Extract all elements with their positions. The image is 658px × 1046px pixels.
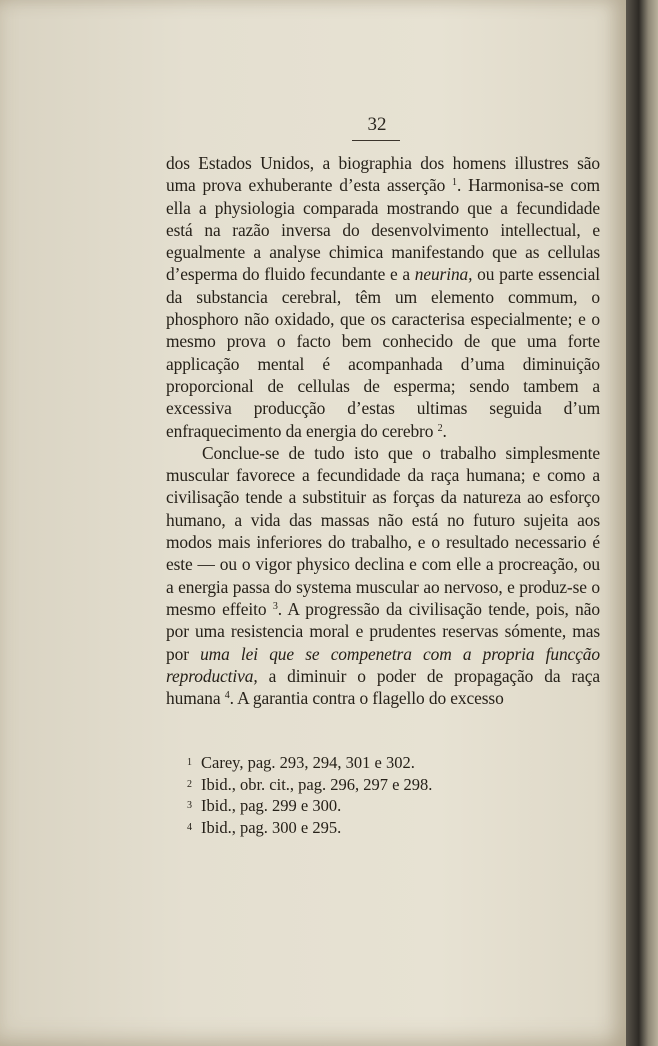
book-spine-edge [626, 0, 658, 1046]
footnote-text: Ibid., obr. cit., pag. 296, 297 e 298. [201, 774, 433, 794]
footnote-number: 1 [187, 757, 192, 768]
text-run: . [442, 420, 447, 441]
footnote-ref: 1 [452, 177, 457, 189]
footnote-ref: 3 [272, 600, 278, 612]
text-run: . A garantia contra o flagello do excesso [229, 688, 504, 709]
text-run: . A progressão da civilisação tende, pois, não por uma resistencia moral e prudentes reservas sómente, mas por [166, 598, 600, 664]
italic-text: neurina, [414, 264, 473, 285]
text-run: a diminuir o poder de propagação da raça humana [166, 665, 600, 709]
page-number: 32 [367, 114, 387, 135]
text-run: Conclue-se de tudo isto que o trabalho simplesmente muscular favorece a fecundidade da raça humana; e como a civilisação tende a substituir as forças da natureza ao esforço humano, a vida das massas não está no futuro sujeita aos modos mais inferiores do trabalho, e o resultado necessario é este — ou o vigor physico declina e com elle a procreação, ou a energia passa do systema muscular ao nervoso, e produz-se o mesmo effeito [166, 442, 600, 619]
text-run: dos Estados Unidos, a biographia dos homens illustres são uma prova exhuberante d’esta asserção [166, 153, 600, 196]
footnote-3 [187, 795, 587, 817]
body-text [166, 152, 600, 709]
footnote-ref: 4 [224, 690, 230, 702]
footnote-number: 2 [187, 778, 192, 790]
footnote-4 [187, 817, 587, 839]
footnote-text: Carey, pag. 293, 294, 301 e 302. [201, 753, 415, 772]
header-rule [352, 140, 400, 141]
footnote-1 [187, 752, 587, 774]
footnotes [187, 752, 587, 838]
paragraph-1 [166, 152, 600, 442]
footnote-2 [187, 774, 587, 796]
italic-text: uma lei que se compenetra com a propria funcção reproductiva, [166, 643, 600, 686]
footnote-text: Ibid., pag. 299 e 300. [201, 796, 342, 815]
footnote-text: Ibid., pag. 300 e 295. [201, 817, 342, 837]
paragraph-2 [166, 442, 600, 710]
footnote-number: 4 [187, 821, 192, 833]
footnote-ref: 2 [437, 422, 443, 434]
footnote-number: 3 [187, 800, 192, 811]
text-run: . Harmonisa-se com ella a physiologia comparada mostrando que a fecundidade está na razão inversa do desenvolvimento intellectual, e egualmente a analyse chimica manifestando que as cellulas d’esperma do fluido fecundante e a [166, 175, 600, 285]
text-run: ou parte essencial da substancia cerebral, têm um elemento commum, o phosphoro não oxidado, que os caracterisa especialmente; e o mesmo prova o facto bem conhecido de que uma forte applicação mental é acompanhada d’uma diminuição proporcional de cellulas de esperma; sendo tambem a excessiva producção d’estas ultimas seguida d’um enfraquecimento da energia do cerebro [166, 264, 600, 441]
